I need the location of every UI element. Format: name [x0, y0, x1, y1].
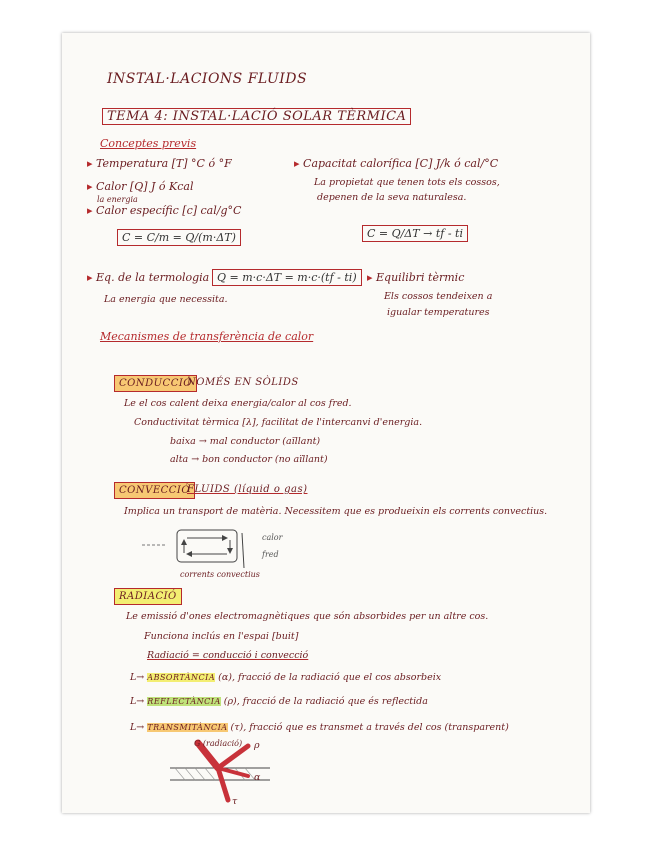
transmitancia-line: L→ TRANSMITÀNCIA (τ), fracció que es transmet a través del cos (transparent) [130, 722, 509, 733]
absortancia-rest: (α), fracció de la radiació que el cos absorbeix [218, 672, 442, 683]
conduccio-note: NOMÉS EN SÒLIDS [187, 377, 299, 388]
conveccio-note: FLUIDS (líquid o gas) [187, 484, 308, 495]
conduccio-desc: Le el cos calent deixa energia/calor al cos fred. [124, 398, 352, 409]
temperatura-line: ▸ Temperatura [T] °C ó °F [87, 157, 232, 170]
radiation-g-label: G (radiació) [194, 739, 243, 748]
reflectancia-line: L→ REFLECTÀNCIA (ρ), fracció de la radiació que és reflectida [130, 696, 428, 707]
reflectancia-label: REFLECTÀNCIA [147, 697, 221, 706]
equilibri-desc-1: Els cossos tendeixen a [384, 291, 493, 302]
conduccio-baixa: baixa → mal conductor (aïllant) [170, 436, 321, 447]
equilibri-line: ▸ Equilibri tèrmic [367, 271, 464, 284]
formula-capacitat: C = Q/ΔT → tf - ti [362, 225, 468, 242]
radiacio-label: RADIACIÓ [114, 588, 182, 605]
conduccio-alta: alta → bon conductor (no aïllant) [170, 454, 328, 465]
conveccio-label: CONVECCIÓ [114, 482, 195, 499]
calor-note: la energia [97, 195, 138, 204]
absortancia-label: ABSORTÀNCIA [147, 673, 216, 682]
termologia-line: ▸ Eq. de la termologia [87, 271, 209, 284]
transmitancia-rest: (τ), fracció que es transmet a través del cos (transparent) [230, 722, 509, 733]
notebook-page [62, 33, 590, 813]
formula-termologia: Q = m·c·ΔT = m·c·(tf - ti) [212, 269, 362, 286]
conceptes-heading: Conceptes previs [100, 137, 197, 150]
calor-especific-line: ▸ Calor específic [c] cal/g°C [87, 204, 241, 217]
page-title: INSTAL·LACIONS FLUIDS [107, 71, 308, 87]
conveccio-desc: Implica un transport de matèria. Necessitem que es produeixin els corrents convectius. [124, 506, 548, 517]
formula-calor-especific: C = C/m = Q/(m·ΔT) [117, 229, 241, 246]
capacitat-desc-2: depenen de la seva naturalesa. [317, 192, 467, 203]
transmitancia-label: TRANSMITÀNCIA [147, 723, 228, 732]
radiation-alpha-label: α [254, 772, 261, 783]
tema-heading: TEMA 4: INSTAL·LACIÓ SOLAR TÈRMICA [102, 108, 411, 125]
convection-fred-label: fred [262, 550, 279, 559]
radiacio-desc: Le emissió d'ones electromagnètiques que són absorbides per un altre cos. [126, 611, 489, 622]
conduccio-conductivitat: Conductivitat tèrmica [λ], facilitat de l'intercanvi d'energia. [134, 417, 423, 428]
conduccio-label: CONDUCCIÓ [114, 375, 197, 392]
convection-caption: corrents convectius [180, 570, 260, 579]
radiation-rho-label: ρ [254, 740, 260, 751]
convection-calor-label: calor [262, 533, 283, 542]
absortancia-line: L→ ABSORTÀNCIA (α), fracció de la radiació que el cos absorbeix [130, 672, 442, 683]
termologia-note: La energia que necessita. [104, 294, 228, 305]
capacitat-desc-1: La propietat que tenen tots els cossos, [314, 177, 500, 188]
radiacio-funciona: Funciona inclús en l'espai [buit] [144, 631, 299, 642]
convection-diagram [142, 523, 282, 573]
mecanismes-heading: Mecanismes de transferència de calor [100, 330, 314, 343]
reflectancia-rest: (ρ), fracció de la radiació que és reflectida [223, 696, 428, 707]
capacitat-line: ▸ Capacitat calorífica [C] J/k ó cal/°C [294, 157, 498, 170]
equilibri-desc-2: igualar temperatures [387, 307, 490, 318]
radiation-tau-label: τ [232, 796, 238, 807]
radiacio-equation: Radiació = conducció i convecció [147, 650, 309, 661]
calor-line: ▸ Calor [Q] J ó Kcal [87, 180, 193, 193]
